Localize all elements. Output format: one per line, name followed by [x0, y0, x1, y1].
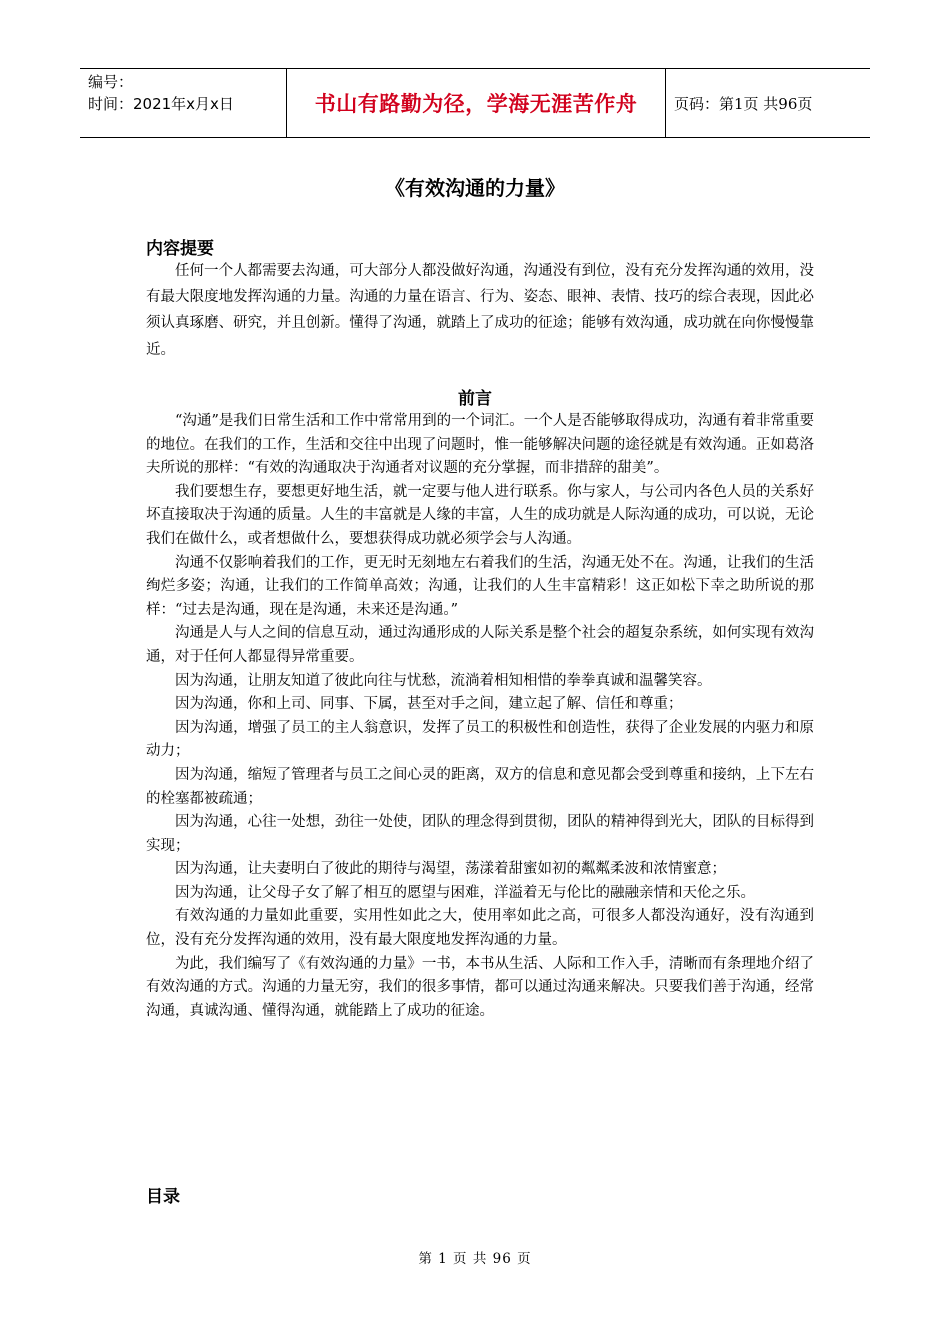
preface-paragraph: 我们要想生存，要想更好地生活，就一定要与他人进行联系。你与家人，与公司内各色人员的关系好坏直接取决于沟通的质量。人生的丰富就是人缘的丰富，人生的成功就是人际沟通的成功，可以说，无论我们在做什么，或者想做什么，要想获得成功就必须学会与人沟通。	[146, 483, 814, 547]
preface-paragraph: 因为沟通，缩短了管理者与员工之间心灵的距离，双方的信息和意见都会受到尊重和接纳，上下左右的栓塞都被疏通；	[146, 766, 814, 807]
preface-heading: 前言	[458, 389, 492, 409]
preface-paragraph: 因为沟通，心往一处想，劲往一处使，团队的理念得到贯彻，团队的精神得到光大，团队的目标得到实现；	[146, 814, 814, 854]
preface-paragraph: 因为沟通，你和上司、同事、下属，甚至对手之间，建立起了解、信任和尊重；	[175, 696, 683, 713]
preface-paragraph: 沟通是人与人之间的信息互动，通过沟通形成的人际关系是整个社会的超复杂系统，如何实现有效沟通，对于任何人都显得异常重要。	[146, 625, 814, 665]
date-label: 时间：2021年x月x日	[88, 95, 234, 113]
summary-heading: 内容提要	[146, 239, 214, 259]
preface-paragraph: 因为沟通，让夫妻明白了彼此的期待与渴望，荡漾着甜蜜如初的粼粼柔波和浓情蜜意；	[175, 861, 726, 878]
preface-paragraph: 有效沟通的力量如此重要，实用性如此之大，使用率如此之高，可很多人都没沟通好，没有沟通到位，没有充分发挥沟通的效用，没有最大限度地发挥沟通的力量。	[146, 908, 814, 949]
header-page-cell	[666, 69, 870, 137]
header-left-cell	[80, 69, 287, 137]
preface-paragraph: 沟通不仅影响着我们的工作，更无时无刻地左右着我们的生活，沟通无处不在。沟通，让我们的生活绚烂多姿；沟通，让我们的工作简单高效；沟通，让我们的人生丰富精彩！这正如松下幸之助所说的那样：“过去是沟通，现在是沟通，未来还是沟通。”	[146, 554, 814, 618]
summary-text: 任何一个人都需要去沟通，可大部分人都没做好沟通，沟通没有到位，没有充分发挥沟通的效用，没有最大限度地发挥沟通的力量。沟通的力量在语言、行为、姿态、眼神、表情、技巧的综合表现，因此必须认真琢磨、研究，并且创新。懂得了沟通，就踏上了成功的征途；能够有效沟通，成功就在向你慢慢靠近。	[146, 263, 814, 358]
preface-paragraph: 因为沟通，增强了员工的主人翁意识，发挥了员工的积极性和创造性，获得了企业发展的内驱力和原动力；	[146, 719, 814, 760]
page-footer: 第 1 页 共 96 页	[418, 1251, 532, 1267]
preface-paragraph: 为此，我们编写了《有效沟通的力量》一书，本书从生活、人际和工作入手，清晰而有条理地介绍了有效沟通的方式。沟通的力量无穷，我们的很多事情，都可以通过沟通来解决。只要我们善于沟通，经常沟通，真诚沟通、懂得沟通，就能踏上了成功的征途。	[146, 955, 814, 1019]
document-header	[80, 68, 870, 138]
header-motto-cell	[287, 69, 666, 137]
preface-paragraph: “沟通”是我们日常生活和工作中常常用到的一个词汇。一个人是否能够取得成功，沟通有着非常重要的地位。在我们的工作，生活和交往中出现了问题时，惟一能够解决问题的途径就是有效沟通。正如葛洛夫所说的那样：“有效的沟通取决于沟通者对议题的充分掌握，而非措辞的甜美”。	[146, 413, 814, 477]
preface-paragraph: 因为沟通，让朋友知道了彼此向往与忧愁，流淌着相知相惜的拳拳真诚和温馨笑容。	[175, 672, 712, 689]
document-title: 《有效沟通的力量》	[385, 176, 565, 200]
preface-paragraph: 因为沟通，让父母子女了解了相互的愿望与困难，洋溢着无与伦比的融融亲情和天伦之乐。	[175, 884, 755, 901]
motto-text: 书山有路勤为径，学海无涯苦作舟	[314, 92, 638, 116]
summary-section	[146, 258, 814, 363]
page-info: 页码：第1页 共96页	[674, 94, 813, 113]
number-label: 编号：	[88, 73, 134, 91]
toc-heading: 目录	[146, 1187, 180, 1207]
preface-section	[146, 410, 814, 1023]
